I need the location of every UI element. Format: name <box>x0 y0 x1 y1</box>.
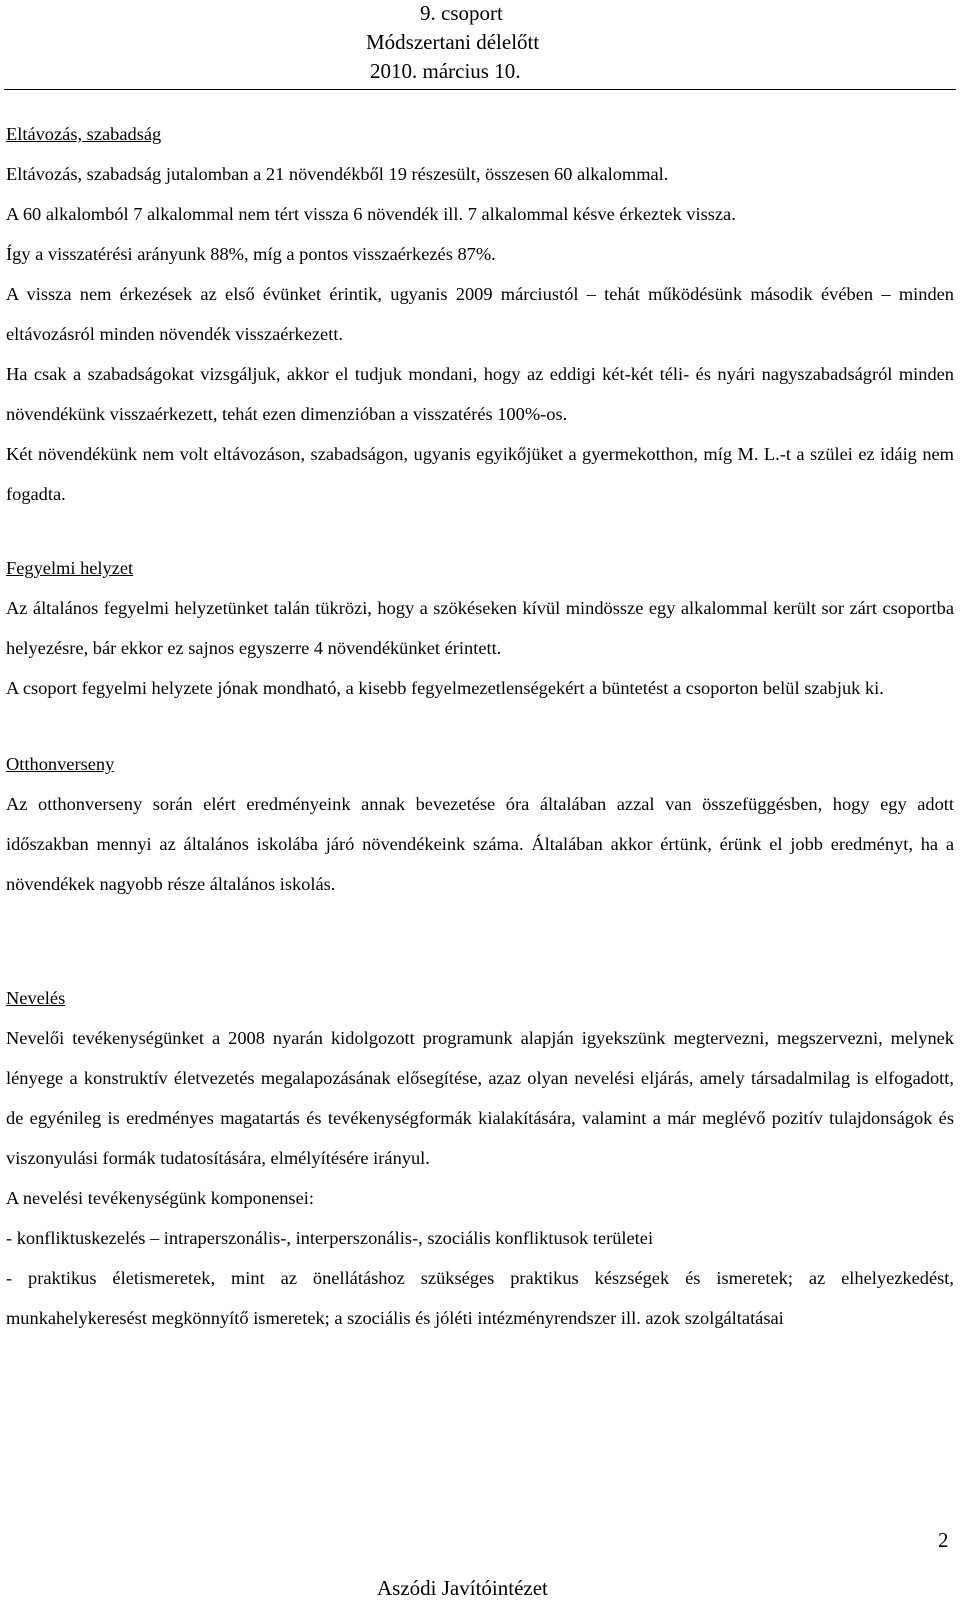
header-title: Módszertani délelőtt <box>366 30 540 54</box>
paragraph: A csoport fegyelmi helyzete jónak mondható, a kisebb fegyelmezetlenségekért a büntetést a csoporton belül szabjuk ki. <box>6 678 884 698</box>
section-competition <box>6 744 954 904</box>
paragraph: A nevelési tevékenységünk komponensei: <box>6 1188 314 1208</box>
paragraph: A 60 alkalomból 7 alkalommal nem tért vissza 6 növendék ill. 7 alkalommal késve érkeztek vissza. <box>6 204 736 224</box>
header-date: 2010. március 10. <box>370 59 521 83</box>
section-leave <box>6 114 954 514</box>
section-heading: Fegyelmi helyzet <box>6 558 134 578</box>
footer-institution: Aszódi Javítóintézet <box>377 1576 548 1600</box>
section-discipline <box>6 548 954 708</box>
list-item: - praktikus életismeretek, mint az önellátáshoz szükséges praktikus készségek és ismeretek; az elhelyezkedést, munkahelykeresést megkönnyítő ismeretek; a szociális és jóléti intézményrendszer ill. azok szolgáltatásai <box>6 1268 954 1328</box>
paragraph: Az otthonverseny során elért eredményeink annak bevezetése óra általában azzal van összefüggésben, hogy egy adott időszakban mennyi az általános iskolába járó növendékeink száma. Általában akkor értünk, érünk el jobb eredményt, ha a növendékek nagyobb része általános iskolás. <box>6 794 954 894</box>
paragraph: Így a visszatérési arányunk 88%, míg a pontos visszaérkezés 87%. <box>6 244 496 264</box>
header-group: 9. csoport <box>420 1 503 25</box>
paragraph: A vissza nem érkezések az első évünket érintik, ugyanis 2009 márciustól – tehát működésünk második évében – minden eltávozásról minden növendék visszaérkezett. <box>6 284 954 344</box>
section-education <box>6 978 954 1338</box>
paragraph: Ha csak a szabadságokat vizsgáljuk, akkor el tudjuk mondani, hogy az eddigi két-két téli- és nyári nagyszabadságról minden növendékünk visszaérkezett, tehát ezen dimenzióban a visszatérés 100%-os. <box>6 364 954 424</box>
header-divider <box>4 89 956 90</box>
paragraph: Az általános fegyelmi helyzetünket talán tükrözi, hogy a szökéseken kívül mindössze egy alkalommal került sor zárt csoportba helyezésre, bár ekkor ez sajnos egyszerre 4 növendékünket érintett. <box>6 598 954 658</box>
paragraph: Nevelői tevékenységünket a 2008 nyarán kidolgozott programunk alapján igyekszünk megtervezni, megszervezni, melynek lényege a konstruktív életvezetés megalapozásának elősegítése, azaz olyan nevelési eljárás, amely társadalmilag is elfogadott, de egyénileg is eredményes magatartás és tevékenységformák kialakítására, valamint a már meglévő pozitív tulajdonságok és viszonyulási formák tudatosítására, elmélyítésére irányul. <box>6 1028 954 1168</box>
paragraph: Eltávozás, szabadság jutalomban a 21 növendékből 19 részesült, összesen 60 alkalommal. <box>6 164 669 184</box>
list-item: - konfliktuskezelés – intraperszonális-, interperszonális-, szociális konfliktusok területei <box>6 1228 654 1248</box>
paragraph: Két növendékünk nem volt eltávozáson, szabadságon, ugyanis egyikőjüket a gyermekotthon, míg M. L.-t a szülei ez idáig nem fogadta. <box>6 444 954 504</box>
section-heading: Nevelés <box>6 988 66 1008</box>
document-body <box>6 114 954 1338</box>
section-heading: Eltávozás, szabadság <box>6 124 162 144</box>
section-heading: Otthonverseny <box>6 754 115 774</box>
page-number: 2 <box>938 1528 949 1552</box>
